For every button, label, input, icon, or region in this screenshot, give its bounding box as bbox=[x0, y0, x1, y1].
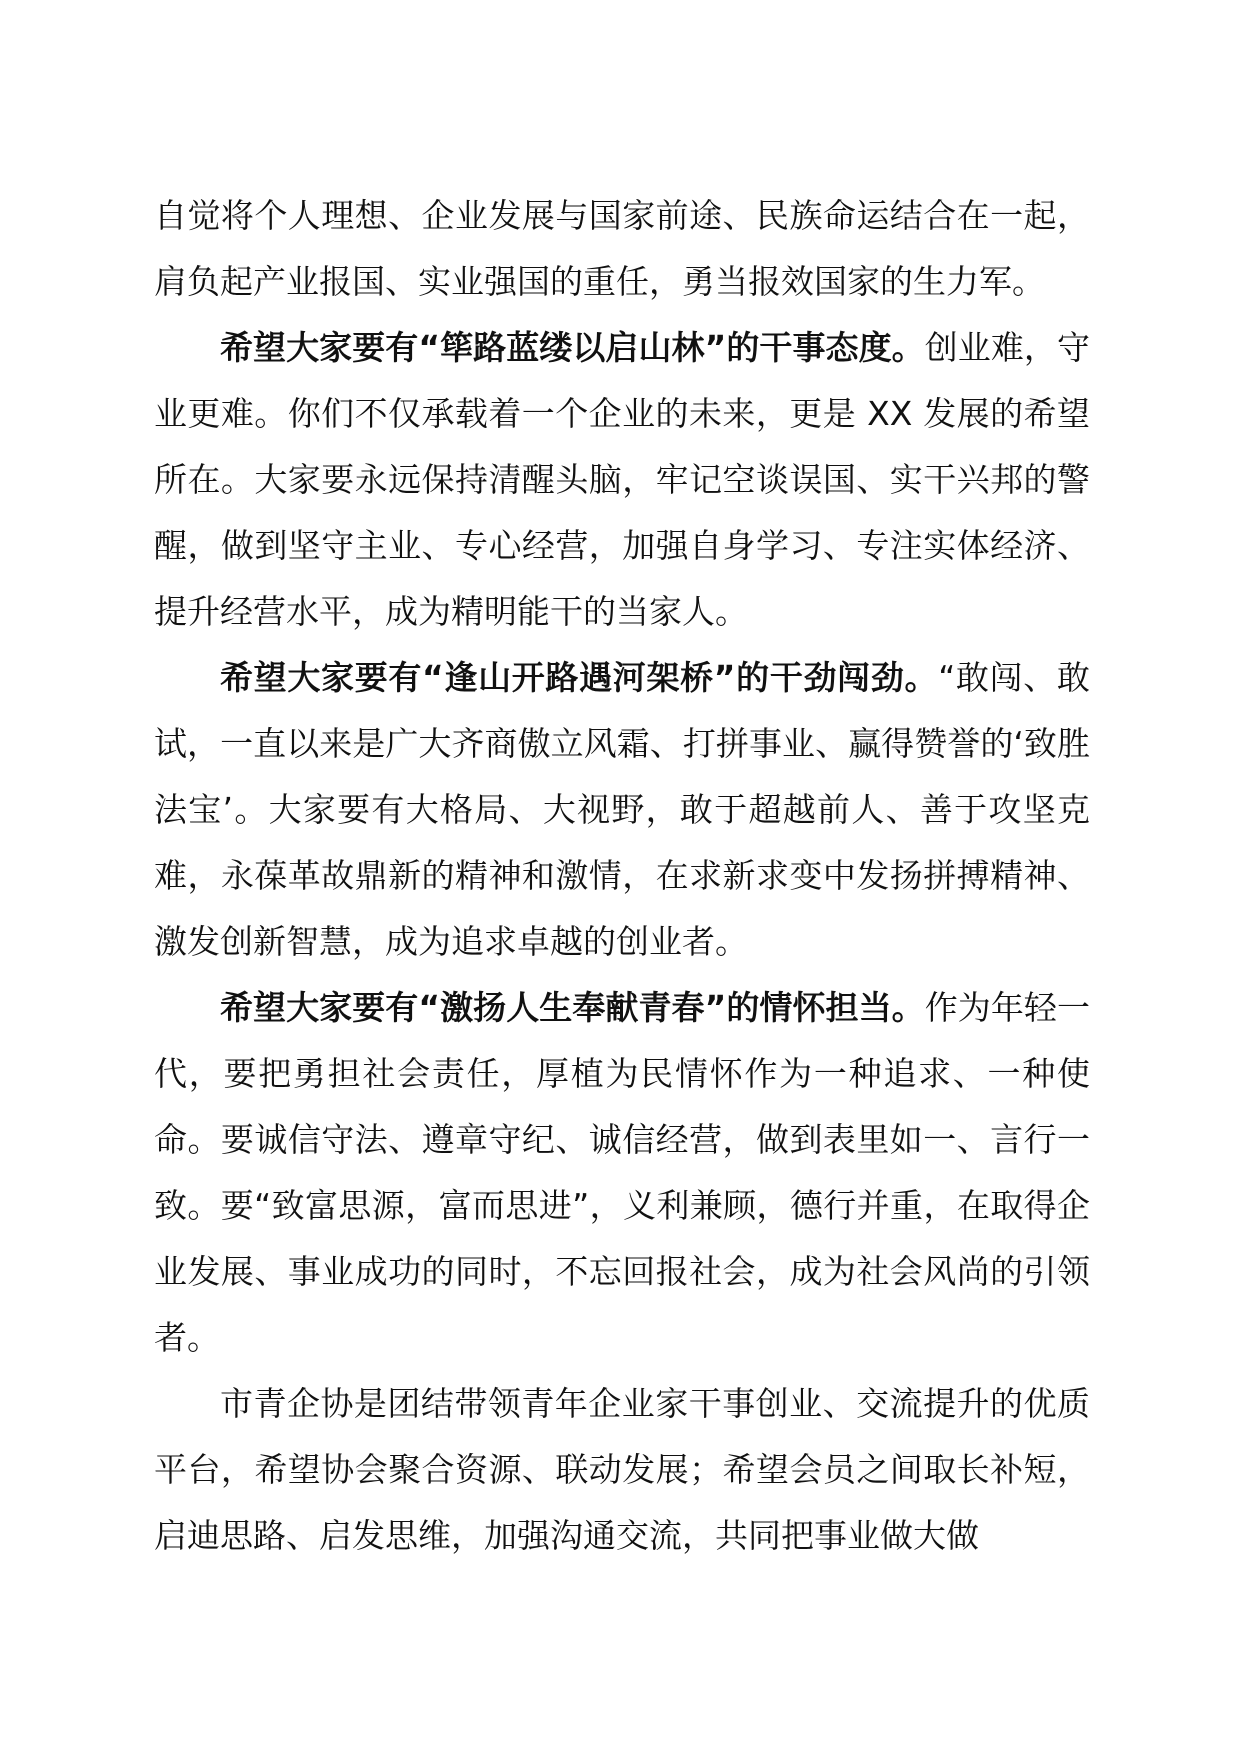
paragraph-text: 创业难，守业更难。你们不仅承载着一个企业的未来，更是 XX 发展的希望所在。大家要永远保持清醒头脑，牢记空谈误国、实干兴邦的警醒，做到坚守主业、专心经营，加强自身学习、专注实体经济、提升经营水平，成为精明能干的当家人。 bbox=[154, 328, 1090, 631]
paragraph-continuation bbox=[154, 183, 1090, 315]
paragraph-heading: 希望大家要有“筚路蓝缕以启山林”的干事态度。 bbox=[220, 328, 925, 367]
paragraph-text: 作为年轻一代，要把勇担社会责任，厚植为民情怀作为一种追求、一种使命。要诚信守法、遵章守纪、诚信经营，做到表里如一、言行一致。要“致富思源，富而思进”，义利兼顾，德行并重，在取得企业发展、事业成功的同时，不忘回报社会，成为社会风尚的引领者。 bbox=[154, 988, 1090, 1357]
paragraph-heading: 希望大家要有“逢山开路遇河架桥”的干劲闯劲。 bbox=[220, 658, 939, 697]
paragraph-hope-attitude bbox=[154, 315, 1090, 645]
paragraph-text: 自觉将个人理想、企业发展与国家前途、民族命运结合在一起，肩负起产业报国、实业强国的重任，勇当报效国家的生力军。 bbox=[154, 196, 1090, 301]
body-text bbox=[154, 183, 1090, 1569]
paragraph-text: “敢闯、敢试，一直以来是广大齐商傲立风霜、打拼事业、赢得赞誉的‘致胜法宝’。大家要有大格局、大视野，敢于超越前人、善于攻坚克难，永葆革故鼎新的精神和激情，在求新求变中发扬拼搏精神、激发创新智慧，成为追求卓越的创业者。 bbox=[154, 658, 1090, 961]
paragraph-hope-responsibility bbox=[154, 975, 1090, 1371]
paragraph-text: 市青企协是团结带领青年企业家干事创业、交流提升的优质平台，希望协会聚合资源、联动发展；希望会员之间取长补短，启迪思路、启发思维，加强沟通交流，共同把事业做大做 bbox=[154, 1384, 1090, 1555]
paragraph-heading: 希望大家要有“激扬人生奉献青春”的情怀担当。 bbox=[220, 988, 925, 1027]
paragraph-association bbox=[154, 1371, 1090, 1569]
paragraph-hope-drive bbox=[154, 645, 1090, 975]
